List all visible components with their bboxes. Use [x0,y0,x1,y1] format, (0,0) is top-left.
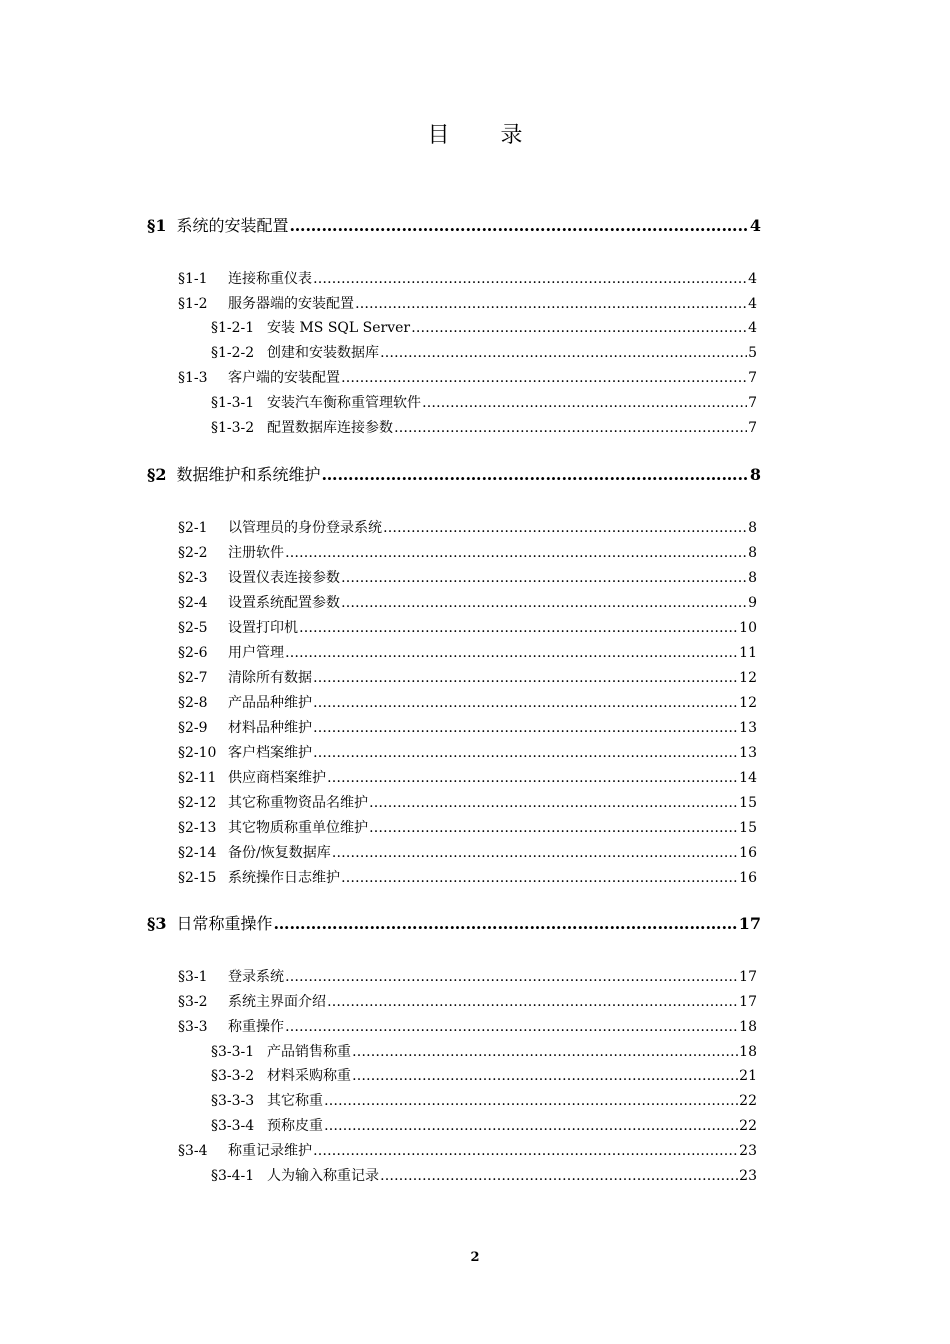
toc-text: 预称皮重 [267,1118,323,1134]
toc-label: §2-12 [178,795,217,811]
leader-dots [274,914,738,933]
leader-dots [369,820,738,836]
toc-page-number: 13 [739,720,757,736]
toc-label: §2-10 [178,745,217,761]
toc-text: 创建和安装数据库 [267,345,379,361]
toc-text: 日常称重操作 [176,914,273,933]
toc-text: 系统的安装配置 [176,216,289,235]
toc-page-number: 10 [739,620,757,636]
toc-entry[interactable] [178,667,757,687]
leader-dots [380,1168,738,1184]
toc-label: §1-2 [178,296,208,312]
toc-entry[interactable] [211,1041,757,1061]
toc-label: §2-1 [178,520,208,536]
toc-text: 注册软件 [228,545,284,561]
toc-entry[interactable] [211,342,757,362]
leader-dots [290,216,749,235]
leader-dots [422,395,747,411]
toc-page-number: 18 [739,1044,757,1060]
toc-label: §2-7 [178,670,208,686]
leader-dots [355,296,747,312]
toc-text: 设置系统配置参数 [228,595,340,611]
toc-page-number: 14 [739,770,757,786]
leader-dots [369,795,738,811]
toc-page-number: 12 [739,695,757,711]
toc-text: 产品品种维护 [228,695,312,711]
toc-text: 安装汽车衡称重管理软件 [267,395,421,411]
toc-entry[interactable] [178,767,757,787]
toc-page-number: 23 [739,1168,757,1184]
toc-entry[interactable] [211,317,757,337]
toc-text: 称重记录维护 [228,1143,312,1159]
toc-page-number: 21 [739,1068,757,1084]
toc-page-number: 4 [748,320,757,336]
toc-entry[interactable] [178,268,757,288]
toc-label: §3 [147,914,167,933]
toc-page-number: 11 [739,645,757,661]
toc-page-number: 7 [748,370,757,386]
toc-page-number: 4 [748,271,757,287]
toc-entry[interactable] [178,567,757,587]
toc-entry[interactable] [178,742,757,762]
toc-page-number: 17 [739,994,757,1010]
leader-dots [352,1044,738,1060]
toc-label: §1-1 [178,271,208,287]
leader-dots [341,595,747,611]
leader-dots [394,420,747,436]
toc-label: §2-15 [178,870,217,886]
toc-text: 客户端的安装配置 [228,370,340,386]
toc-text: 材料品种维护 [228,720,312,736]
toc-text: 系统操作日志维护 [228,870,340,886]
toc-text: 用户管理 [228,645,284,661]
toc-text: 其它称重物资品名维护 [228,795,368,811]
toc-entry[interactable] [178,293,757,313]
toc-text: 登录系统 [228,969,284,985]
toc-entry[interactable] [178,517,757,537]
leader-dots [313,271,747,287]
toc-entry[interactable] [211,1090,757,1110]
toc-entry[interactable] [178,367,757,387]
toc-text: 人为输入称重记录 [267,1168,379,1184]
toc-label: §3-2 [178,994,208,1010]
toc-entry[interactable] [178,867,757,887]
toc-text: 产品销售称重 [267,1044,351,1060]
toc-page-number: 15 [739,795,757,811]
leader-dots [313,745,738,761]
toc-label: §2-11 [178,770,217,786]
toc-entry[interactable] [178,592,757,612]
toc-page-number: 22 [739,1093,757,1109]
toc-entry[interactable] [178,717,757,737]
toc-page-number: 8 [749,465,761,484]
toc-page-number: 7 [748,395,757,411]
leader-dots [352,1068,738,1084]
toc-text: 以管理员的身份登录系统 [228,520,382,536]
toc-text: 材料采购称重 [267,1068,351,1084]
toc-text: 称重操作 [228,1019,284,1035]
toc-label: §3-3-2 [211,1068,255,1084]
leader-dots [341,870,738,886]
toc-label: §3-3-4 [211,1118,255,1134]
toc-entry[interactable] [178,817,757,837]
toc-page-number: 13 [739,745,757,761]
toc-label: §2-5 [178,620,208,636]
toc-chapter-1[interactable] [147,213,761,237]
leader-dots [285,545,747,561]
toc-text: 供应商档案维护 [228,770,326,786]
toc-page-number: 16 [739,845,757,861]
toc-entry[interactable] [211,1165,757,1185]
toc-page-number: 5 [748,345,757,361]
toc-entry[interactable] [211,417,757,437]
toc-text: 清除所有数据 [228,670,312,686]
toc-label: §2-13 [178,820,217,836]
toc-label: §1-2-2 [211,345,255,361]
toc-label: §1-3-2 [211,420,255,436]
leader-dots [285,1019,738,1035]
leader-dots [313,670,738,686]
toc-entry[interactable] [211,392,757,412]
toc-chapter-2[interactable] [147,462,761,486]
leader-dots [313,720,738,736]
toc-page-number: 23 [739,1143,757,1159]
leader-dots [285,969,738,985]
leader-dots [341,570,747,586]
toc-text: 其它物质称重单位维护 [228,820,368,836]
toc-label: §1 [147,216,167,235]
toc-label: §2-3 [178,570,208,586]
toc-label: §2-8 [178,695,208,711]
leader-dots [383,520,747,536]
toc-text: 系统主界面介绍 [228,994,326,1010]
toc-page-number: 17 [738,914,761,933]
leader-dots [380,345,747,361]
toc-page-number: 7 [748,420,757,436]
toc-page-number: 12 [739,670,757,686]
toc-text: 数据维护和系统维护 [176,465,321,484]
toc-label: §3-3-1 [211,1044,255,1060]
toc-text: 连接称重仪表 [228,271,312,287]
toc-text: 其它称重 [267,1093,323,1109]
toc-page-number: 8 [748,570,757,586]
leader-dots [327,994,738,1010]
toc-text: 备份/恢复数据库 [228,845,331,861]
toc-label: §2-2 [178,545,208,561]
toc-page-number: 8 [748,545,757,561]
toc-entry[interactable] [178,991,757,1011]
toc-page-number: 22 [739,1118,757,1134]
toc-label: §3-4 [178,1143,208,1159]
leader-dots [285,645,738,661]
toc-label: §1-3-1 [211,395,255,411]
leader-dots [411,320,747,336]
leader-dots [332,845,738,861]
toc-chapter-3[interactable] [147,911,761,935]
leader-dots [324,1093,738,1109]
toc-entry[interactable] [211,1115,757,1135]
toc-text: 客户档案维护 [228,745,312,761]
page-number: 2 [470,1250,480,1265]
toc-page-number: 4 [749,216,761,235]
toc-entry[interactable] [178,1016,757,1036]
toc-text: 设置仪表连接参数 [228,570,340,586]
toc-page-number: 16 [739,870,757,886]
toc-label: §2 [147,465,167,484]
toc-page-number: 8 [748,520,757,536]
toc-entry[interactable] [178,617,757,637]
toc-text: 配置数据库连接参数 [267,420,393,436]
toc-text: 设置打印机 [228,620,298,636]
page-title: 目 录 [427,123,545,148]
toc-text: 服务器端的安装配置 [228,296,354,312]
toc-label: §3-3 [178,1019,208,1035]
toc-label: §3-3-3 [211,1093,255,1109]
leader-dots [327,770,738,786]
toc-page-number: 15 [739,820,757,836]
leader-dots [324,1118,738,1134]
toc-page-number: 17 [739,969,757,985]
leader-dots [299,620,738,636]
toc-label: §2-4 [178,595,208,611]
leader-dots [313,695,738,711]
toc-label: §3-1 [178,969,208,985]
leader-dots [322,465,749,484]
toc-entry[interactable] [178,692,757,712]
toc-label: §2-9 [178,720,208,736]
toc-page-number: 18 [739,1019,757,1035]
toc-page-number: 4 [748,296,757,312]
toc-entry[interactable] [178,966,757,986]
toc-label: §1-3 [178,370,208,386]
toc-entry[interactable] [211,1065,757,1085]
toc-entry[interactable] [178,842,757,862]
toc-page-number: 9 [748,595,757,611]
toc-entry[interactable] [178,792,757,812]
toc-label: §1-2-1 [211,320,255,336]
toc-entry[interactable] [178,642,757,662]
toc-entry[interactable] [178,1140,757,1160]
toc-entry[interactable] [178,542,757,562]
toc-label: §2-6 [178,645,208,661]
leader-dots [313,1143,738,1159]
toc-label: §2-14 [178,845,217,861]
toc-text: 安装 MS SQL Server [267,320,411,336]
toc-label: §3-4-1 [211,1168,255,1184]
leader-dots [341,370,747,386]
